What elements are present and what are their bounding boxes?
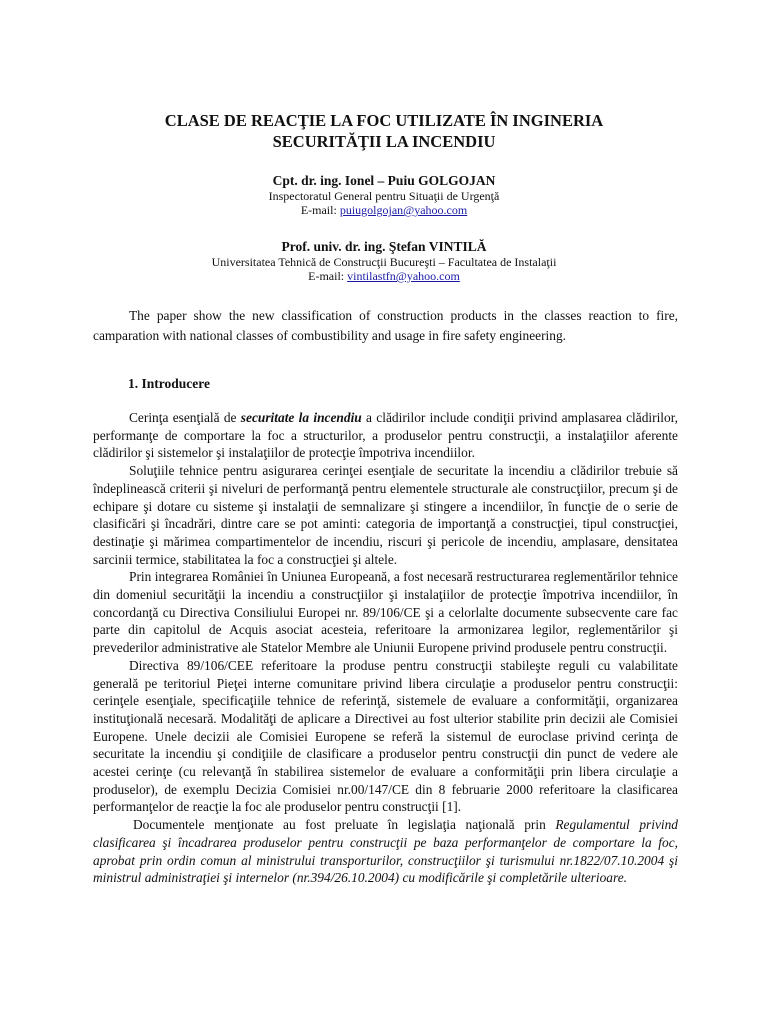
body-text [93,409,678,887]
paper-title [60,110,708,152]
section-heading: 1. Introducere [128,376,210,391]
author-email-link[interactable]: vintilastfn@yahoo.com [347,269,460,283]
email-label: E-mail: [308,269,348,283]
emphasis-securitate: securitate la incendiu [240,410,362,425]
author-block-2 [60,238,708,283]
abstract: The paper show the new classification of construction products in the classes reaction to fire, camparation with national classes of combustibility and usage in fire safety engineering. [93,308,678,343]
paragraph-5 [93,816,678,887]
paragraph-2: Soluţiile tehnice pentru asigurarea cerinţei esenţiale de securitate la incendiu a clădirilor trebuie să îndeplinească criterii şi niveluri de performanţă pentru elementele structurale ale construcţiilor, precum şi de echipare şi dotare cu sisteme şi instalaţii de semnalizare şi stingere a incendiilor, în funcţie de o serie de clasificări şi încadrări, dintre care se pot aminti: categoria de importanţă a construcţiei, tipul construcţiei, destinaţie şi mărimea compartimentelor de incendiu, riscuri şi pericole de incendiu, amplasare, densitatea sarcinii termice, stabilitatea la foc a construcţiei şi altele. [93,463,678,567]
author-email-link[interactable]: puiugolgojan@yahoo.com [339,203,468,217]
author-email-line [60,269,708,283]
title-line-1: CLASE DE REACŢIE LA FOC UTILIZATE ÎN INGINERIA [164,111,604,130]
paragraph-1-start: Cerinţa esenţială de [129,410,241,425]
author-name: Prof. univ. dr. ing. Ştefan VINTILĂ [281,239,487,254]
paragraph-1-end: a clădirilor include condiţii privind amplasarea clădirilor, performanţe de comportare la foc a structurilor, a produselor pentru construcţii, a instalaţiilor aferente clădirilor şi sistemelor şi instalaţiilor de protecţie împotriva incendiilor. [93,410,678,461]
emphasis-regulament: Regulamentul privind clasificarea şi încadrarea produselor pentru construcţii pe baza performanţelor de comportare la foc, aprobat prin ordin comun al ministrului transporturilor, construcţiilor şi turismului nr.1822/07.10.2004 şi ministrul administraţiei şi internelor (nr.394/26.10.2004) cu modificările şi completările ulterioare. [93,817,678,886]
paragraph-4: Directiva 89/106/CEE referitoare la produse pentru construcţii stabileşte reguli cu valabilitate generală pe teritoriul Pieţei interne comunitare privind libera circulaţie a produselor pentru construcţii: cerinţele esenţiale, specificaţiile tehnice de referinţă, sistemele de evaluare a conformităţii, organizarea instituţională necesară. Modalităţi de aplicare a Directivei au fost ulterior stabilite prin decizii ale Comisiei Europene. Unele decizii ale Comisiei Europene se referă la sistemul de euroclase privind cerinţa de securitate la incendiu şi condiţiile de clasificare a produselor pentru construcţii din punct de vedere ale acestei cerinţe (cu relevanţă în stabilirea sistemelor de evaluare a conformităţii prin libera circulaţie a produselor), de exemplu Decizia Comisiei nr.00/147/CE din 8 februarie 2000 referitoare la clasificarea performanţelor de reacţie la foc ale produselor pentru construcţii [1]. [93,657,678,815]
paragraph-5-start: Documentele menţionate au fost preluate în legislaţia naţională prin [133,817,556,833]
author-affiliation: Inspectoratul General pentru Situaţii de Urgenţă [268,189,500,203]
title-line-2: SECURITĂŢII LA INCENDIU [272,132,496,151]
author-block-1 [60,172,708,217]
author-affiliation: Universitatea Tehnică de Construcţii Bucureşti – Facultatea de Instalaţii [211,255,557,269]
author-name: Cpt. dr. ing. Ionel – Puiu GOLGOJAN [272,173,496,188]
email-label: E-mail: [300,203,340,217]
author-email-line [60,203,708,217]
paragraph-1 [93,409,678,462]
paragraph-3: Prin integrarea României în Uniunea Europeană, a fost necesară restructurarea reglementărilor tehnice din domeniul securităţii la incendiu a construcţiilor şi instalaţiilor de protecţie împotriva incendiilor, în concordanţă cu Directiva Consiliului Europei nr. 89/106/CE şi a celorlalte documente subsecvente care fac parte din capitolul de Acquis asociat acesteia, referitoare la armonizarea legilor, reglementărilor şi prevederilor administrative ale Statelor Membre ale Uniunii Europene privind produsele pentru construcţii. [93,569,678,656]
